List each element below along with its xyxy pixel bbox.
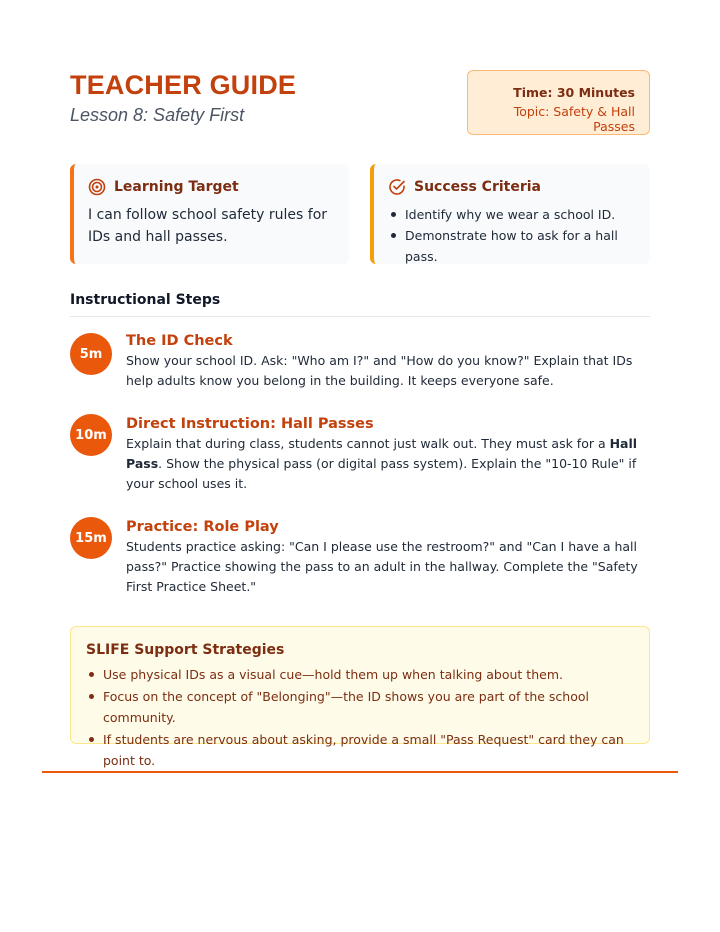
duration-badge: 5m	[70, 333, 112, 375]
list-item: Use physical IDs as a visual cue—hold them up when talking about them.	[86, 664, 633, 686]
list-item: Demonstrate how to ask for a hall pass.	[388, 225, 634, 267]
check-circle-icon	[388, 178, 406, 196]
list-item: Focus on the concept of "Belonging"—the ID shows you are part of the school community.	[86, 686, 633, 729]
success-criteria-card	[370, 164, 650, 264]
step-title: The ID Check	[126, 333, 233, 349]
page-title: TEACHER GUIDE	[70, 70, 297, 100]
duration-badge: 10m	[70, 414, 112, 456]
step-description: Students practice asking: "Can I please use the restroom?" and "Can I have a hall pass?" Practice showing the pass to an adult in the hallway. Complete the "Safety First Practice Sheet."	[126, 539, 638, 594]
step-description: Explain that during class, students cannot just walk out. They must ask for a Hall Pass. Show the physical pass (or digital pass system). Explain the "10-10 Rule" if your school uses it.	[126, 436, 638, 491]
lesson-topic: Topic: Safety & Hall Passes	[513, 104, 635, 134]
section-title: Instructional Steps	[70, 292, 221, 308]
list-item: Identify why we wear a school ID.	[388, 204, 634, 225]
success-criteria-list	[388, 204, 634, 267]
learning-target-card	[70, 164, 349, 264]
support-title: SLIFE Support Strategies	[86, 642, 285, 658]
lesson-meta-box	[467, 70, 650, 135]
page-header	[70, 70, 650, 140]
step-title: Direct Instruction: Hall Passes	[126, 416, 374, 432]
slife-support-box	[70, 626, 650, 768]
footer-divider	[42, 771, 678, 773]
lesson-time: Time: 30 Minutes	[513, 85, 635, 100]
step-title: Practice: Role Play	[126, 519, 279, 535]
step-description: Show your school ID. Ask: "Who am I?" and "How do you know?" Explain that IDs help adults know you belong in the building. It keeps everyone safe.	[126, 353, 633, 388]
learning-target-text: I can follow school safety rules for IDs and hall passes.	[88, 207, 328, 245]
lesson-subtitle: Lesson 8: Safety First	[70, 105, 245, 125]
target-icon	[88, 178, 106, 196]
hall-pass-emphasis: Hall Pass	[126, 436, 638, 471]
section-divider	[70, 316, 650, 317]
list-item: If students are nervous about asking, provide a small "Pass Request" card they can point to.	[86, 729, 633, 772]
support-list	[86, 664, 633, 772]
success-criteria-title: Success Criteria	[414, 179, 541, 195]
duration-badge: 15m	[70, 517, 112, 559]
learning-target-title: Learning Target	[114, 179, 239, 195]
